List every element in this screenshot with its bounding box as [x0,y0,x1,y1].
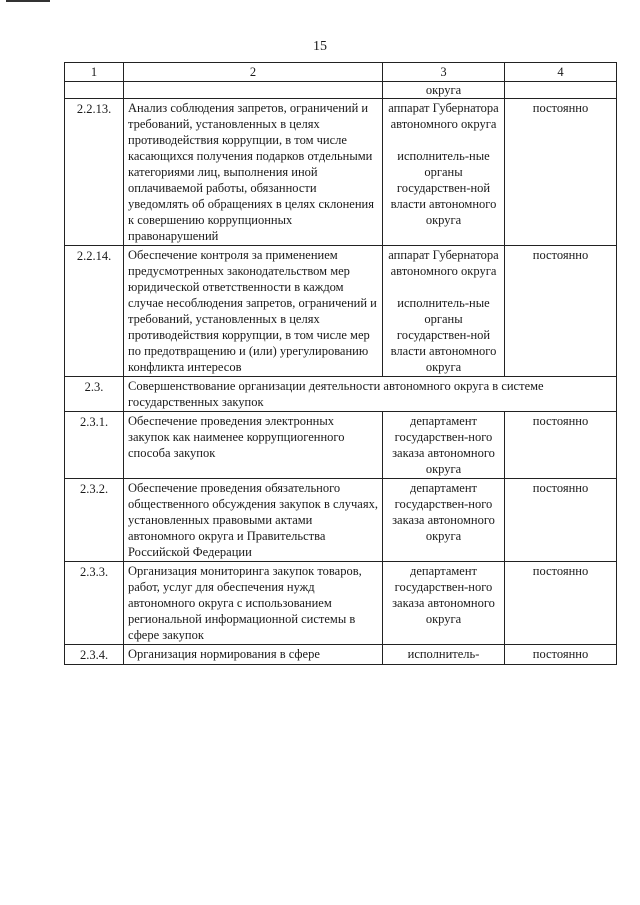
item-description: Организация мониторинга закупок товаров, работ, услуг для обеспечения нужд автономного округа с использованием региональной информационной системы в сфере закупок [124,562,383,645]
table-row [65,412,617,479]
item-term: постоянно [505,562,617,645]
item-term: постоянно [505,412,617,479]
item-executors [383,562,505,645]
executor-name: аппарат Губернатора автономного округа [388,101,499,131]
table-row [65,645,617,665]
executor-name: исполнитель- [407,647,480,661]
header-cell: 1 [65,63,124,82]
table-row [65,479,617,562]
executor-spacer [387,279,500,295]
term-cell [505,82,617,99]
number-cell [65,82,124,99]
section-title: Совершенствование организации деятельности автономного округа в системе государственных закупок [124,377,617,412]
executor-name: департамент государствен-ного заказа автономного округа [392,564,495,626]
item-term: постоянно [505,479,617,562]
description-cell [124,82,383,99]
executor-name: исполнитель-ные органы государствен-ной власти автономного округа [390,296,497,374]
item-term: постоянно [505,645,617,665]
item-executors [383,99,505,246]
item-description: Обеспечение проведения обязательного общественного обсуждения закупок в случаях, установленных правовыми актами автономного округа и Правительства Российской Федерации [124,479,383,562]
table-body [65,99,617,665]
executor-name: аппарат Губернатора автономного округа [388,248,499,278]
section-number: 2.3. [65,377,124,412]
section-row [65,377,617,412]
item-number: 2.3.1. [65,412,124,479]
item-term: постоянно [505,99,617,246]
item-number: 2.2.14. [65,246,124,377]
item-number: 2.2.13. [65,99,124,246]
continuation-row [65,82,617,99]
executor-name: исполнитель-ные органы государствен-ной власти автономного округа [390,149,497,227]
item-number: 2.3.3. [65,562,124,645]
item-description: Обеспечение проведения электронных закупок как наименее коррупциогенного способа закупок [124,412,383,479]
measures-table [64,62,617,665]
item-executors [383,246,505,377]
item-description: Анализ соблюдения запретов, ограничений и требований, установленных в целях противодействия коррупции, в том числе касающихся получения подарков отдельными категориями лиц, выполнения иной оплачиваемой работы, обязанности уведомлять об обращениях в целях склонения к совершению коррупционных правонарушений [124,99,383,246]
item-number: 2.3.4. [65,645,124,665]
header-cell: 2 [124,63,383,82]
executor-name: департамент государствен-ного заказа автономного округа [392,414,495,476]
item-number: 2.3.2. [65,479,124,562]
table-header-row [65,63,617,82]
item-executors [383,645,505,665]
top-margin-mark [6,0,50,2]
header-cell: 3 [383,63,505,82]
executor-spacer [387,132,500,148]
table-row [65,562,617,645]
item-executors [383,479,505,562]
item-description: Обеспечение контроля за применением предусмотренных законодательством мер юридической ответственности в каждом случае несоблюдения запретов, ограничений и требований, установленных в целях противодействия коррупции, в том числе мер по предотвращению и (или) урегулированию конфликта интересов [124,246,383,377]
item-term: постоянно [505,246,617,377]
item-executors [383,412,505,479]
item-description: Организация нормирования в сфере [124,645,383,665]
executor-name: департамент государствен-ного заказа автономного округа [392,481,495,543]
page-number: 15 [313,39,327,54]
table-row [65,99,617,246]
executor-cell: округа [383,82,505,99]
table-row [65,246,617,377]
header-cell: 4 [505,63,617,82]
